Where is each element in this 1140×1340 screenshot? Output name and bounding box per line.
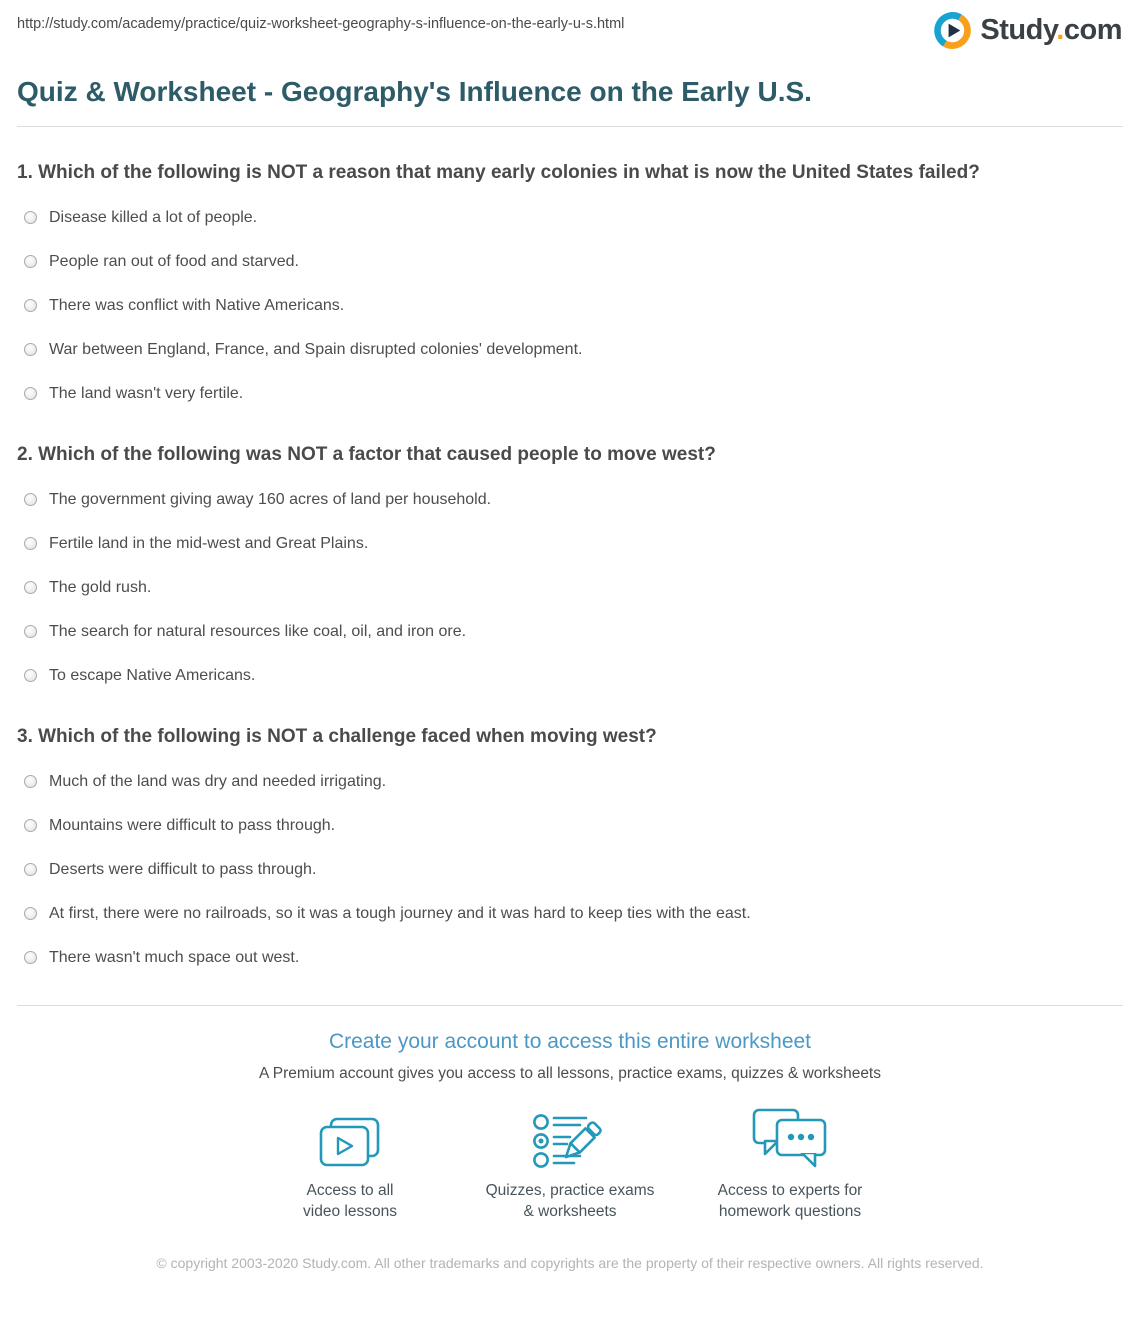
radio-button[interactable]: [24, 211, 37, 224]
answer-option-label[interactable]: Mountains were difficult to pass through.: [49, 817, 336, 835]
answer-option-label[interactable]: There was conflict with Native Americans.: [49, 297, 345, 315]
answer-option[interactable]: [17, 815, 1123, 837]
answer-options: [17, 489, 1123, 687]
copyright-notice: © copyright 2003-2020 Study.com. All other trademarks and copyrights are the property of their respective owners. All rights reserved.: [156, 1255, 984, 1272]
radio-button[interactable]: [24, 343, 37, 356]
answer-option-label[interactable]: The gold rush.: [49, 579, 152, 597]
radio-button[interactable]: [24, 907, 37, 920]
feature-label-line2: homework questions: [718, 1203, 862, 1221]
radio-button[interactable]: [24, 775, 37, 788]
answer-option[interactable]: [17, 771, 1123, 793]
answer-option-label[interactable]: War between England, France, and Spain disrupted colonies' development.: [49, 341, 583, 359]
answer-option[interactable]: [17, 859, 1123, 881]
studycom-logo-text: Study.com: [980, 14, 1122, 46]
answer-option[interactable]: [17, 339, 1123, 361]
answer-option-label[interactable]: The government giving away 160 acres of land per household.: [49, 491, 492, 509]
answer-option-label[interactable]: Disease killed a lot of people.: [49, 209, 258, 227]
answer-option-label[interactable]: There wasn't much space out west.: [49, 949, 300, 967]
feature-label: [240, 1181, 460, 1223]
feature-label-line1: Access to all: [306, 1182, 394, 1200]
question-text: 3. Which of the following is NOT a challenge faced when moving west?: [17, 726, 657, 748]
premium-feature: [240, 1113, 460, 1223]
radio-button[interactable]: [24, 537, 37, 550]
answer-option[interactable]: [17, 903, 1123, 925]
answer-options: [17, 771, 1123, 969]
answer-option[interactable]: [17, 577, 1123, 599]
answer-option[interactable]: [17, 665, 1123, 687]
feature-label: [680, 1181, 900, 1223]
question-text: 2. Which of the following was NOT a factor that caused people to move west?: [17, 444, 716, 466]
answer-option-label[interactable]: People ran out of food and starved.: [49, 253, 299, 271]
studycom-logo[interactable]: [932, 10, 1122, 51]
radio-button[interactable]: [24, 819, 37, 832]
page-url: http://study.com/academy/practice/quiz-worksheet-geography-s-influence-on-the-early-u-s.html: [17, 16, 625, 32]
answer-options: [17, 207, 1123, 405]
answer-option[interactable]: [17, 621, 1123, 643]
experts-chat-icon: [680, 1113, 900, 1169]
radio-button[interactable]: [24, 863, 37, 876]
answer-option[interactable]: [17, 251, 1123, 273]
answer-option[interactable]: [17, 489, 1123, 511]
page-title: Quiz & Worksheet - Geography's Influence on the Early U.S.: [17, 76, 812, 107]
feature-label-line2: video lessons: [303, 1203, 397, 1221]
quiz-question: [17, 161, 1123, 405]
studycom-logo-icon: [932, 10, 973, 51]
video-lessons-icon: [240, 1113, 460, 1169]
answer-option-label[interactable]: Much of the land was dry and needed irrigating.: [49, 773, 387, 791]
radio-button[interactable]: [24, 951, 37, 964]
quiz-question: [17, 443, 1123, 687]
feature-label-line1: Quizzes, practice exams: [485, 1182, 655, 1200]
quiz-question: [17, 725, 1123, 969]
premium-subtitle: A Premium account gives you access to all lessons, practice exams, quizzes & worksheets: [259, 1065, 881, 1083]
quizzes-worksheets-icon: [460, 1113, 680, 1169]
radio-button[interactable]: [24, 255, 37, 268]
answer-option[interactable]: [17, 295, 1123, 317]
radio-button[interactable]: [24, 493, 37, 506]
question-text: 1. Which of the following is NOT a reason that many early colonies in what is now the United States failed?: [17, 162, 980, 184]
premium-features: [0, 1113, 1140, 1223]
answer-option[interactable]: [17, 533, 1123, 555]
title-divider: [17, 126, 1123, 127]
content-divider: [17, 1005, 1123, 1006]
quiz-questions: [17, 161, 1123, 969]
page-header: [0, 0, 1140, 52]
radio-button[interactable]: [24, 581, 37, 594]
create-account-link[interactable]: Create your account to access this entire worksheet: [328, 1030, 812, 1054]
radio-button[interactable]: [24, 387, 37, 400]
feature-label-line2: & worksheets: [523, 1203, 617, 1221]
answer-option[interactable]: [17, 383, 1123, 405]
answer-option[interactable]: [17, 947, 1123, 969]
radio-button[interactable]: [24, 299, 37, 312]
answer-option-label[interactable]: To escape Native Americans.: [49, 667, 256, 685]
feature-label: [460, 1181, 680, 1223]
feature-label-line1: Access to experts for: [717, 1182, 863, 1200]
answer-option-label[interactable]: Fertile land in the mid-west and Great Plains.: [49, 535, 369, 553]
answer-option-label[interactable]: The search for natural resources like coal, oil, and iron ore.: [49, 623, 467, 641]
answer-option[interactable]: [17, 207, 1123, 229]
radio-button[interactable]: [24, 669, 37, 682]
radio-button[interactable]: [24, 625, 37, 638]
answer-option-label[interactable]: Deserts were difficult to pass through.: [49, 861, 317, 879]
answer-option-label[interactable]: At first, there were no railroads, so it was a tough journey and it was hard to keep ties with the east.: [49, 905, 751, 923]
premium-feature: [680, 1113, 900, 1223]
answer-option-label[interactable]: The land wasn't very fertile.: [49, 385, 244, 403]
premium-feature: [460, 1113, 680, 1223]
